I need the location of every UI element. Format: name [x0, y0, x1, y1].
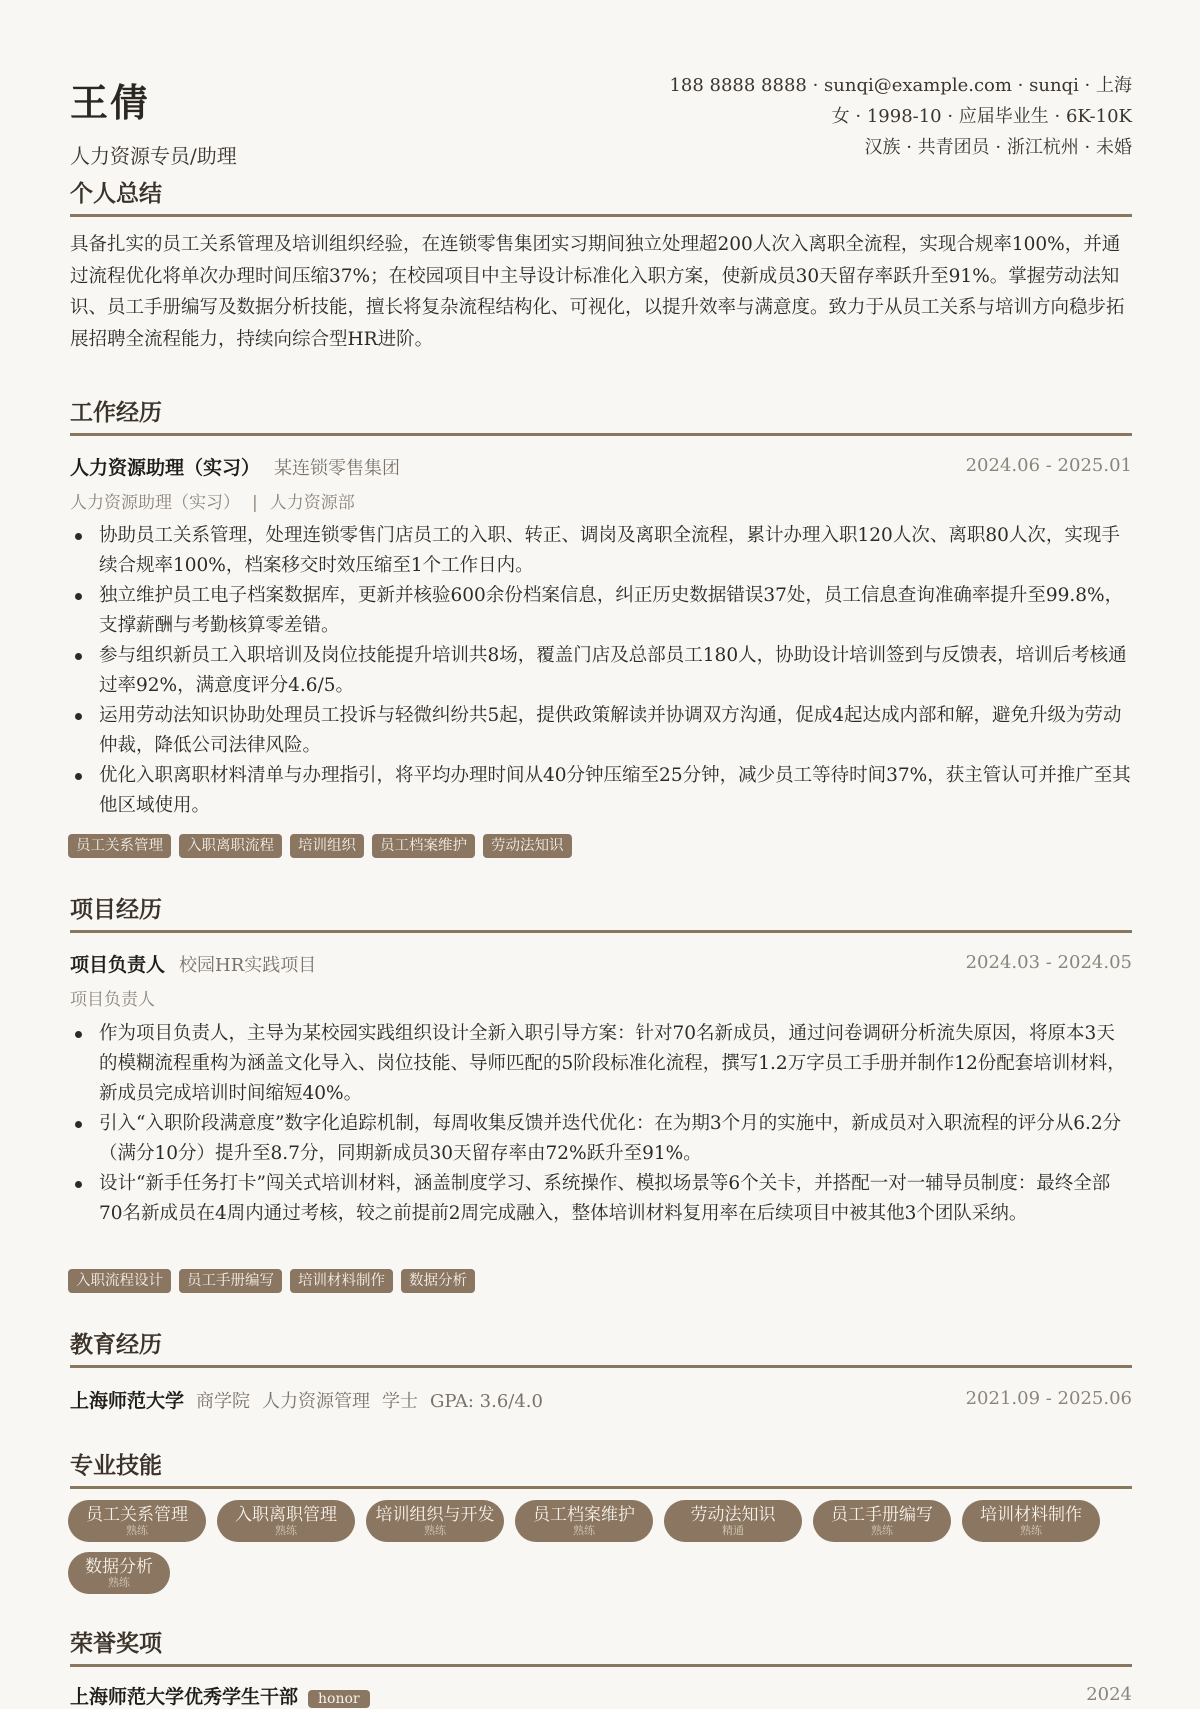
skill-level: 熟练 — [573, 1524, 595, 1537]
job-sub-separator: | — [252, 493, 258, 513]
job-title — [70, 453, 400, 480]
skill-tag: 员工档案维护 — [372, 834, 475, 858]
section-title-honors: 荣誉奖项 — [70, 1630, 162, 1657]
skill-name: 员工手册编写 — [831, 1505, 933, 1525]
section-divider — [70, 214, 1132, 217]
project-bullets — [70, 1019, 1132, 1229]
gpa: GPA: 3.6/4.0 — [430, 1391, 543, 1412]
list-item: 设计“新手任务打卡”闯关式培训材料，涵盖制度学习、系统操作、模拟场景等6个关卡，并搭配一对一辅导员制度：最终全部70名新成员在4周内通过考核，较之前提前2周完成融入，整体培训材料复用率在后续项目中被其他3个团队采纳。 — [70, 1169, 1132, 1229]
skill-name: 员工关系管理 — [86, 1505, 188, 1525]
skill-name: 数据分析 — [85, 1557, 153, 1577]
list-item: 引入“入职阶段满意度”数字化追踪机制，每周收集反馈并迭代优化：在为期3个月的实施中，新成员对入职流程的评分从6.2分（满分10分）提升至8.7分，同期新成员30天留存率由72%跃升至91%。 — [70, 1109, 1132, 1169]
skill-name: 员工档案维护 — [533, 1505, 635, 1525]
skill-name: 入职离职管理 — [235, 1505, 337, 1525]
job-sub-dept: 人力资源部 — [269, 493, 355, 513]
list-item: 参与组织新员工入职培训及岗位技能提升培训共8场，覆盖门店及总部员工180人，协助设计培训签到与反馈表，培训后考核通过率92%，满意度评分4.6/5。 — [70, 641, 1132, 701]
section-title-work: 工作经历 — [70, 399, 162, 426]
summary-text: 具备扎实的员工关系管理及培训组织经验，在连锁零售集团实习期间独立处理超200人次入离职全流程，实现合规率100%，并通过流程优化将单次办理时间压缩37%；在校园项目中主导设计标准化入职方案，使新成员30天留存率跃升至91%。掌握劳动法知识、员工手册编写及数据分析技能，擅长将复杂流程结构化、可视化，以提升效率与满意度。致力于从员工关系与培训方向稳步拓展招聘全流程能力，持续向综合型HR进阶。 — [70, 234, 1125, 350]
company-name: 某连锁零售集团 — [274, 458, 401, 479]
section-divider — [70, 1664, 1132, 1667]
contact-line-1: 188 8888 8888 · sunqi@example.com · sunqi · 上海 — [669, 75, 1132, 96]
skill-level: 熟练 — [275, 1524, 297, 1537]
skill-tag: 劳动法知识 — [483, 834, 572, 858]
project-name: 校园HR实践项目 — [179, 955, 317, 976]
skill-tag: 培训材料制作 — [290, 1269, 393, 1293]
skill-level: 熟练 — [424, 1524, 446, 1537]
project-sub-role: 项目负责人 — [70, 990, 155, 1010]
skill-name: 培训组织与开发 — [375, 1505, 495, 1525]
skill-pill — [515, 1500, 653, 1542]
honor-date: 2024 — [1086, 1684, 1132, 1705]
skill-tag: 培训组织 — [290, 834, 364, 858]
list-item: 作为项目负责人，主导为某校园实践组织设计全新入职引导方案：针对70名新成员，通过问卷调研分析流失原因，将原本3天的模糊流程重构为涵盖文化导入、岗位技能、导师匹配的5阶段标准化流程，撰写1.2万字员工手册并制作12份配套培训材料，新成员完成培训时间缩短40%。 — [70, 1019, 1132, 1109]
skill-name: 培训材料制作 — [980, 1505, 1082, 1525]
education-entry — [70, 1386, 543, 1413]
skill-level: 熟练 — [126, 1524, 148, 1537]
skills-list — [68, 1500, 1138, 1594]
list-item: 运用劳动法知识协助处理员工投诉与轻微纠纷共5起，提供政策解读并协调双方沟通，促成4起达成内部和解，避免升级为劳动仲裁，降低公司法律风险。 — [70, 701, 1132, 761]
list-item: 优化入职离职材料清单与办理指引，将平均办理时间从40分钟压缩至25分钟，减少员工等待时间37%，获主管认可并推广至其他区域使用。 — [70, 761, 1132, 821]
target-role: 人力资源专员/助理 — [70, 144, 237, 168]
skill-level: 熟练 — [108, 1576, 130, 1589]
candidate-name: 王倩 — [70, 80, 151, 125]
job-subline — [70, 488, 355, 513]
major: 人力资源管理 — [262, 1391, 371, 1412]
skill-pill — [664, 1500, 802, 1542]
skill-tag: 员工关系管理 — [68, 834, 171, 858]
skill-pill — [813, 1500, 951, 1542]
honor-badge: honor — [308, 1690, 370, 1708]
project-tags — [68, 1269, 475, 1293]
job-title-text: 人力资源助理（实习） — [70, 457, 261, 479]
contact-line-2: 女 · 1998-10 · 应届毕业生 · 6K-10K — [831, 106, 1132, 127]
section-divider — [70, 1365, 1132, 1368]
job-date: 2024.06 - 2025.01 — [965, 455, 1132, 476]
skill-pill — [68, 1500, 206, 1542]
skill-tag: 员工手册编写 — [179, 1269, 282, 1293]
skill-level: 熟练 — [871, 1524, 893, 1537]
job-sub-role: 人力资源助理（实习） — [70, 493, 240, 513]
skill-tag: 数据分析 — [401, 1269, 475, 1293]
job-tags — [68, 834, 572, 858]
contact-block — [669, 70, 1132, 163]
skill-pill — [366, 1500, 504, 1542]
skill-tag: 入职离职流程 — [179, 834, 282, 858]
college: 商学院 — [196, 1391, 251, 1412]
skill-pill — [962, 1500, 1100, 1542]
skill-level: 熟练 — [1020, 1524, 1042, 1537]
section-divider — [70, 433, 1132, 436]
skill-name: 劳动法知识 — [690, 1505, 776, 1525]
section-divider — [70, 930, 1132, 933]
job-bullets — [70, 521, 1132, 821]
project-date: 2024.03 - 2024.05 — [965, 952, 1132, 973]
contact-line-3: 汉族 · 共青团员 · 浙江杭州 · 未婚 — [864, 137, 1132, 158]
project-role-text: 项目负责人 — [70, 954, 166, 976]
honor-title: 上海师范大学优秀学生干部 — [70, 1686, 299, 1708]
skill-level: 精通 — [722, 1524, 744, 1537]
section-title-summary: 个人总结 — [70, 180, 162, 207]
list-item: 协助员工关系管理，处理连锁零售门店员工的入职、转正、调岗及离职全流程，累计办理入职120人次、离职80人次，实现手续合规率100%，档案移交时效压缩至1个工作日内。 — [70, 521, 1132, 581]
section-divider — [70, 1486, 1132, 1489]
section-title-skills: 专业技能 — [70, 1452, 162, 1479]
skill-tag: 入职流程设计 — [68, 1269, 171, 1293]
education-date: 2021.09 - 2025.06 — [965, 1388, 1132, 1409]
section-title-education: 教育经历 — [70, 1331, 162, 1358]
list-item: 独立维护员工电子档案数据库，更新并核验600余份档案信息，纠正历史数据错误37处，员工信息查询准确率提升至99.8%，支撑薪酬与考勤核算零差错。 — [70, 581, 1132, 641]
degree: 学士 — [382, 1391, 419, 1412]
project-title — [70, 950, 316, 977]
honor-entry — [70, 1682, 370, 1709]
skill-pill — [68, 1552, 170, 1594]
school-name: 上海师范大学 — [70, 1390, 185, 1412]
section-title-project: 项目经历 — [70, 896, 162, 923]
skill-pill — [217, 1500, 355, 1542]
